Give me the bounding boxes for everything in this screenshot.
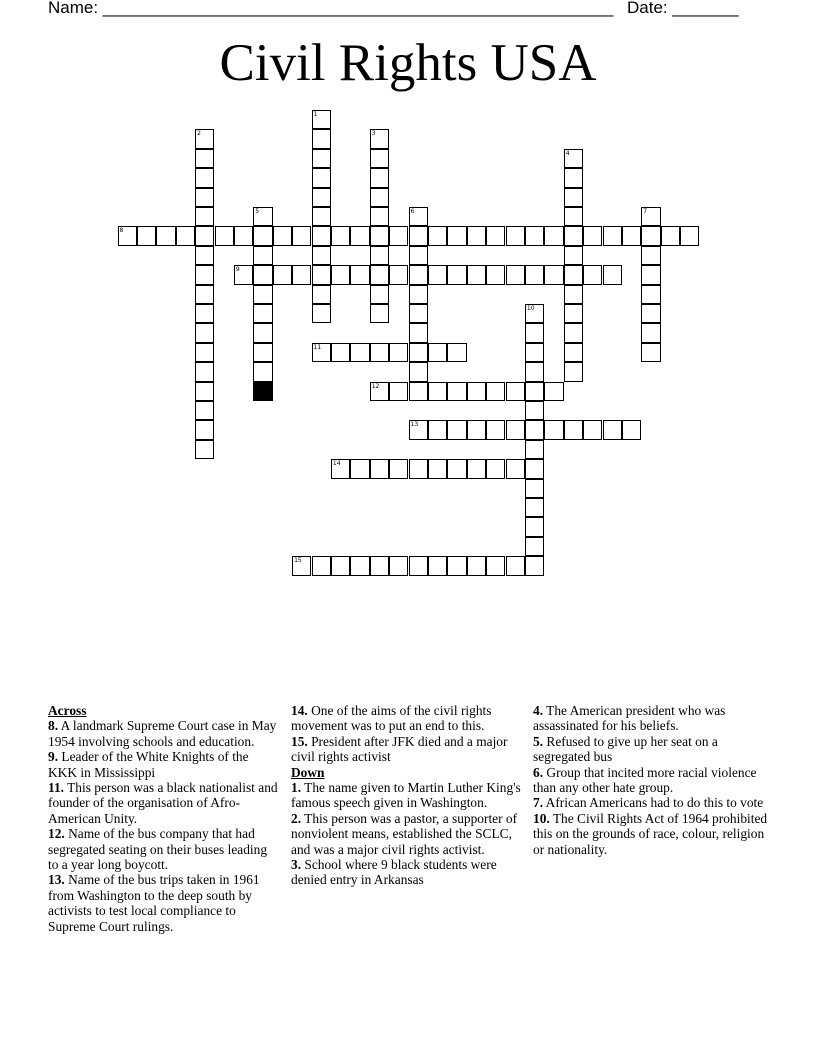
grid-cell[interactable] [312, 129, 331, 148]
grid-cell[interactable] [292, 556, 311, 575]
grid-cell[interactable] [564, 343, 583, 362]
grid-cell[interactable] [312, 304, 331, 323]
across-clue-12: 12. Name of the bus company that had segregated seating on their buses leading to a year long boycott. [48, 826, 268, 873]
grid-cell[interactable] [409, 323, 428, 342]
grid-cell[interactable] [409, 246, 428, 265]
grid-cell[interactable] [389, 556, 408, 575]
cell-number: 2 [197, 130, 201, 138]
grid-cell[interactable] [525, 479, 544, 498]
grid-cell[interactable] [428, 382, 447, 401]
grid-cell[interactable] [506, 556, 525, 575]
down-clue-7: 7. African Americans had to do this to vote [533, 795, 764, 811]
grid-cell[interactable] [525, 304, 544, 323]
grid-cell[interactable] [506, 459, 525, 478]
grid-cell[interactable] [603, 420, 622, 439]
grid-cell[interactable] [409, 382, 428, 401]
grid-cell[interactable] [447, 382, 466, 401]
grid-cell[interactable] [370, 149, 389, 168]
grid-cell[interactable] [195, 343, 214, 362]
grid-cell[interactable] [409, 343, 428, 362]
grid-cell[interactable] [215, 226, 234, 245]
grid-cell[interactable] [506, 226, 525, 245]
grid-cell[interactable] [486, 226, 505, 245]
grid-cell[interactable] [331, 226, 350, 245]
clue-column-1 [48, 703, 280, 934]
down-clue-1: 1. The name given to Martin Luther King's famous speech given in Washington. [291, 780, 521, 811]
grid-cell[interactable] [195, 440, 214, 459]
grid-cell[interactable] [409, 207, 428, 226]
grid-cell[interactable] [564, 420, 583, 439]
grid-cell[interactable] [292, 265, 311, 284]
grid-cell[interactable] [195, 420, 214, 439]
across-clue-15: 15. President after JFK died and a major civil rights activist [291, 733, 508, 765]
grid-cell[interactable] [641, 207, 660, 226]
grid-cell[interactable] [409, 285, 428, 304]
grid-cell[interactable] [370, 188, 389, 207]
grid-cell[interactable] [389, 343, 408, 362]
grid-cell[interactable] [525, 498, 544, 517]
date-field[interactable]: Date: _______ [627, 0, 739, 17]
grid-cell[interactable] [370, 304, 389, 323]
grid-cell[interactable] [661, 226, 680, 245]
grid-cell[interactable] [622, 420, 641, 439]
grid-cell[interactable] [253, 285, 272, 304]
grid-cell[interactable] [564, 285, 583, 304]
clue-column-3 [533, 703, 768, 857]
grid-cell[interactable] [389, 265, 408, 284]
grid-cell[interactable] [564, 246, 583, 265]
grid-cell[interactable] [641, 285, 660, 304]
grid-cell[interactable] [428, 265, 447, 284]
grid-cell[interactable] [176, 226, 195, 245]
grid-cell[interactable] [273, 226, 292, 245]
grid-cell[interactable] [253, 304, 272, 323]
grid-cell[interactable] [564, 188, 583, 207]
grid-cell[interactable] [292, 226, 311, 245]
grid-cell[interactable] [253, 207, 272, 226]
grid-cell[interactable] [525, 440, 544, 459]
grid-cell[interactable] [583, 420, 602, 439]
grid-cell[interactable] [525, 537, 544, 556]
grid-cell[interactable] [195, 129, 214, 148]
grid-cell[interactable] [467, 556, 486, 575]
grid-cell[interactable] [544, 382, 563, 401]
grid-cell[interactable] [350, 343, 369, 362]
grid-cell[interactable] [467, 226, 486, 245]
grid-cell[interactable] [312, 226, 331, 245]
grid-cell[interactable] [486, 556, 505, 575]
blocked-cell [253, 382, 272, 401]
grid-cell[interactable] [564, 149, 583, 168]
grid-cell[interactable] [409, 265, 428, 284]
grid-cell[interactable] [525, 323, 544, 342]
grid-cell[interactable] [486, 459, 505, 478]
cell-number: 8 [119, 227, 124, 235]
grid-cell[interactable] [331, 343, 350, 362]
cell-number: 1 [313, 111, 318, 118]
grid-cell[interactable] [525, 343, 544, 362]
grid-cell[interactable] [486, 420, 505, 439]
grid-cell[interactable] [312, 265, 331, 284]
clue-column-2 [291, 703, 523, 888]
grid-cell[interactable] [564, 304, 583, 323]
grid-cell[interactable] [525, 265, 544, 284]
cell-number: 13 [410, 421, 419, 429]
down-clue-2: 2. This person was a pastor, a supporter of nonviolent means, established the SCLC, and was a major civil rights activist. [291, 810, 518, 857]
grid-cell[interactable] [253, 265, 272, 284]
grid-cell[interactable] [370, 343, 389, 362]
grid-cell[interactable] [447, 420, 466, 439]
grid-cell[interactable] [312, 246, 331, 265]
grid-cell[interactable] [525, 362, 544, 381]
grid-cell[interactable] [195, 246, 214, 265]
grid-cell[interactable] [506, 382, 525, 401]
down-heading: Down [291, 764, 325, 780]
grid-cell[interactable] [312, 556, 331, 575]
grid-cell[interactable] [409, 420, 428, 439]
grid-cell[interactable] [447, 459, 466, 478]
grid-cell[interactable] [428, 420, 447, 439]
grid-cell[interactable] [331, 265, 350, 284]
grid-cell[interactable] [622, 226, 641, 245]
grid-cell[interactable] [370, 168, 389, 187]
grid-cell[interactable] [564, 226, 583, 245]
across-clue-11: 11. This person was a black nationalist and founder of the organisation of Afro-American Unity. [48, 780, 278, 826]
grid-cell[interactable] [312, 149, 331, 168]
grid-cell[interactable] [641, 343, 660, 362]
grid-cell[interactable] [389, 382, 408, 401]
down-clue-10: 10. The Civil Rights Act of 1964 prohibited this on the grounds of race, colour, religion or nationality. [533, 810, 768, 857]
grid-cell[interactable] [564, 323, 583, 342]
grid-cell[interactable] [370, 226, 389, 245]
grid-cell[interactable] [118, 226, 137, 245]
grid-cell[interactable] [447, 556, 466, 575]
grid-cell[interactable] [331, 459, 350, 478]
grid-cell[interactable] [564, 265, 583, 284]
grid-cell[interactable] [506, 265, 525, 284]
grid-cell[interactable] [350, 226, 369, 245]
grid-cell[interactable] [195, 265, 214, 284]
grid-cell[interactable] [370, 285, 389, 304]
grid-cell[interactable] [350, 556, 369, 575]
grid-cell[interactable] [273, 265, 292, 284]
grid-cell[interactable] [253, 226, 272, 245]
grid-cell[interactable] [195, 226, 214, 245]
grid-cell[interactable] [486, 265, 505, 284]
grid-cell[interactable] [195, 168, 214, 187]
grid-cell[interactable] [234, 226, 253, 245]
grid-cell[interactable] [564, 207, 583, 226]
down-clue-3: 3. School where 9 black students were denied entry in Arkansas [291, 857, 497, 888]
grid-cell[interactable] [253, 323, 272, 342]
grid-cell[interactable] [195, 362, 214, 381]
grid-cell[interactable] [137, 226, 156, 245]
cell-number: 6 [410, 208, 415, 215]
grid-cell[interactable] [506, 420, 525, 439]
cell-number: 3 [371, 130, 376, 138]
cell-number: 5 [255, 208, 260, 215]
grid-cell[interactable] [467, 265, 486, 284]
header [48, 0, 768, 19]
grid-cell[interactable] [195, 401, 214, 420]
grid-cell[interactable] [525, 226, 544, 245]
grid-cell[interactable] [583, 265, 602, 284]
cell-number: 15 [294, 557, 302, 565]
grid-cell[interactable] [389, 459, 408, 478]
grid-cell[interactable] [447, 265, 466, 284]
grid-cell[interactable] [195, 304, 214, 323]
grid-cell[interactable] [409, 226, 428, 245]
grid-cell[interactable] [564, 362, 583, 381]
grid-cell[interactable] [253, 246, 272, 265]
across-clue-8: 8. A landmark Supreme Court case in May 1954 involving schools and education. [48, 718, 277, 749]
grid-cell[interactable] [234, 265, 253, 284]
across-clue-14: 14. One of the aims of the civil rights movement was to put an end to this. [291, 703, 492, 734]
cell-number: 14 [332, 460, 341, 468]
grid-cell[interactable] [195, 285, 214, 304]
grid-cell[interactable] [680, 226, 699, 245]
grid-cell[interactable] [409, 362, 428, 381]
grid-cell[interactable] [370, 382, 389, 401]
cell-number: 9 [235, 266, 240, 274]
grid-cell[interactable] [428, 556, 447, 575]
across-clue-9: 9. Leader of the White Knights of the KKK in Mississippi [48, 749, 249, 780]
grid-cell[interactable] [447, 226, 466, 245]
grid-cell[interactable] [370, 265, 389, 284]
grid-cell[interactable] [389, 226, 408, 245]
grid-cell[interactable] [428, 343, 447, 362]
grid-cell[interactable] [467, 459, 486, 478]
cell-number: 10 [526, 305, 535, 312]
grid-cell[interactable] [195, 207, 214, 226]
grid-cell[interactable] [467, 420, 486, 439]
grid-cell[interactable] [195, 323, 214, 342]
grid-cell[interactable] [641, 304, 660, 323]
grid-cell[interactable] [641, 265, 660, 284]
grid-cell[interactable] [525, 556, 544, 575]
name-field[interactable]: Name: ______________________________________________________ [48, 0, 614, 17]
down-clue-4: 4. The American president who was assassinated for his beliefs. [533, 703, 726, 734]
grid-cell[interactable] [525, 459, 544, 478]
grid-cell[interactable] [544, 420, 563, 439]
grid-cell[interactable] [525, 382, 544, 401]
grid-cell[interactable] [641, 246, 660, 265]
grid-cell[interactable] [525, 420, 544, 439]
down-clue-5: 5. Refused to give up her seat on a segregated bus [533, 733, 718, 765]
grid-cell[interactable] [195, 382, 214, 401]
cell-number: 7 [643, 208, 648, 215]
grid-cell[interactable] [370, 207, 389, 226]
grid-cell[interactable] [253, 362, 272, 381]
grid-cell[interactable] [331, 556, 350, 575]
grid-cell[interactable] [370, 246, 389, 265]
grid-cell[interactable] [156, 226, 175, 245]
cell-number: 4 [565, 149, 570, 157]
grid-cell[interactable] [428, 459, 447, 478]
grid-cell[interactable] [350, 265, 369, 284]
grid-cell[interactable] [603, 265, 622, 284]
grid-cell[interactable] [195, 188, 214, 207]
grid-cell[interactable] [312, 110, 331, 129]
grid-cell[interactable] [370, 556, 389, 575]
cell-number: 12 [371, 382, 380, 390]
grid-cell[interactable] [603, 226, 622, 245]
across-heading: Across [48, 703, 87, 718]
grid-cell[interactable] [447, 343, 466, 362]
across-clue-13: 13. Name of the bus trips taken in 1961 from Washington to the deep south by activists to test local compliance to Supreme Court rulings. [48, 872, 260, 934]
grid-cell[interactable] [525, 517, 544, 536]
grid-cell[interactable] [195, 149, 214, 168]
grid-cell[interactable] [312, 285, 331, 304]
grid-cell[interactable] [409, 556, 428, 575]
puzzle-title: Civil Rights USA [219, 34, 597, 92]
grid-cell[interactable] [525, 401, 544, 420]
grid-cell[interactable] [253, 343, 272, 362]
grid-cell[interactable] [583, 226, 602, 245]
grid-cell[interactable] [312, 207, 331, 226]
grid-cell[interactable] [564, 168, 583, 187]
cell-number: 11 [313, 343, 322, 351]
grid-cell[interactable] [409, 459, 428, 478]
grid-cell[interactable] [370, 459, 389, 478]
grid-cell[interactable] [350, 459, 369, 478]
down-clue-6: 6. Group that incited more racial violence than any other hate group. [533, 764, 757, 796]
grid-cell[interactable] [641, 226, 660, 245]
grid-cell[interactable] [370, 129, 389, 148]
grid-cell[interactable] [467, 382, 486, 401]
grid-cell[interactable] [486, 382, 505, 401]
grid-cell[interactable] [312, 188, 331, 207]
grid-cell[interactable] [312, 168, 331, 187]
grid-cell[interactable] [428, 226, 447, 245]
grid-cell[interactable] [409, 304, 428, 323]
grid-cell[interactable] [312, 343, 331, 362]
grid-cell[interactable] [544, 265, 563, 284]
grid-cell[interactable] [641, 323, 660, 342]
grid-cell[interactable] [544, 226, 563, 245]
